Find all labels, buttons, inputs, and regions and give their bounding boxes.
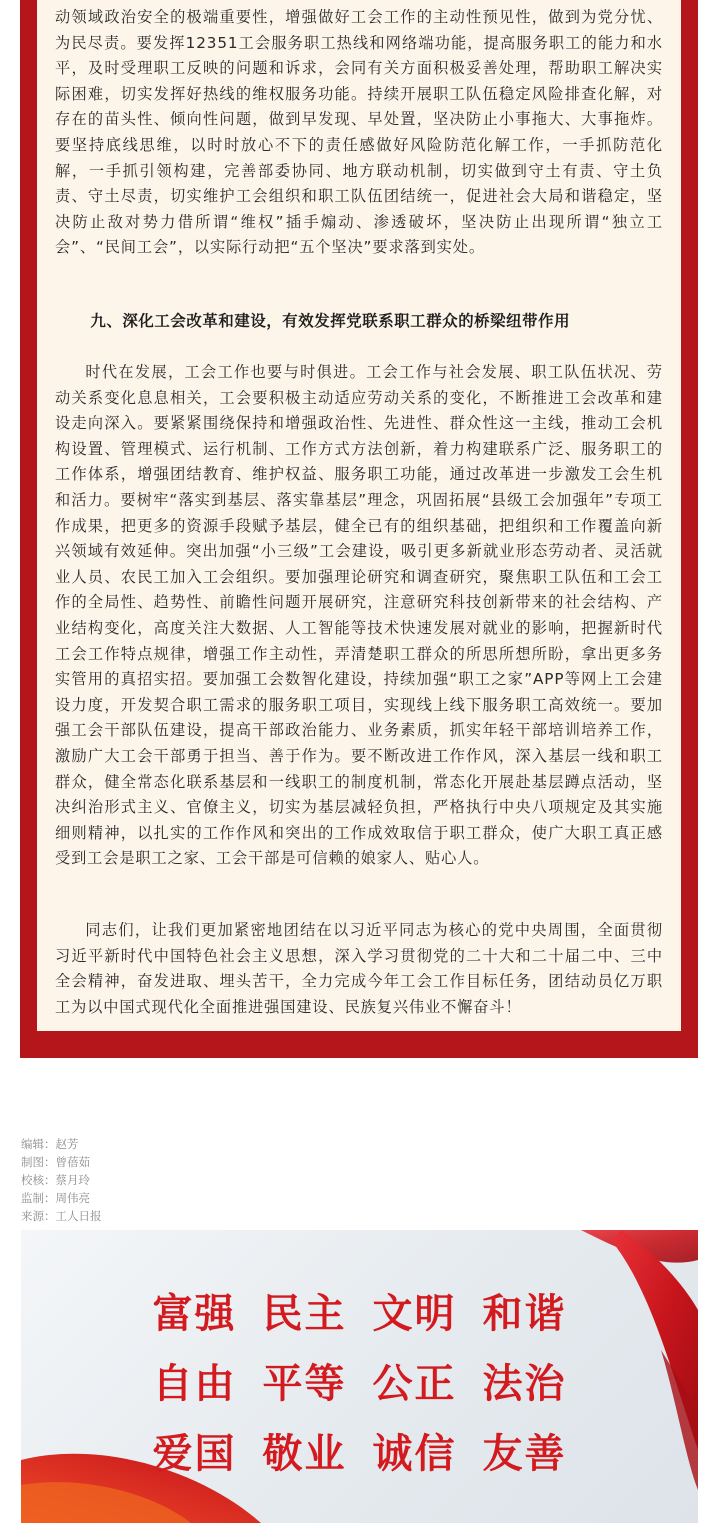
value-term: 文明: [372, 1290, 457, 1337]
value-term: 自由: [152, 1360, 237, 1407]
value-term: 友善: [482, 1430, 567, 1477]
credit-graphics: 制图：曾蓓茹: [21, 1155, 90, 1169]
value-term: 和谐: [482, 1290, 567, 1337]
value-term: 公正: [372, 1360, 457, 1407]
paragraph-closing: 同志们，让我们更加紧密地团结在以习近平同志为核心的党中央周围，全面贯彻习近平新时代中国特色社会主义思想，深入学习贯彻党的二十大和二十届二中、三中全会精神，奋发进取、埋头苦干，全力完成今年工会工作目标任务，团结动员亿万职工为以中国式现代化全面推进强国建设、民族复兴伟业不懈奋斗！: [55, 921, 663, 1016]
credit-proofread: 校核：蔡月玲: [21, 1173, 90, 1187]
values-row-1: [21, 1282, 698, 1339]
credit-supervisor: 监制：周伟亮: [21, 1191, 90, 1205]
value-term: 敬业: [262, 1430, 347, 1477]
value-term: 富强: [152, 1290, 237, 1337]
value-term: 民主: [262, 1290, 347, 1337]
article-paper: [37, 0, 681, 1031]
value-term: 诚信: [372, 1430, 457, 1477]
value-term: 爱国: [152, 1430, 237, 1477]
credit-source: 来源：工人日报: [21, 1209, 102, 1223]
article-frame: [20, 0, 698, 1058]
section-nine-heading: 九、深化工会改革和建设，有效发挥党联系职工群众的桥梁纽带作用: [90, 312, 571, 330]
values-row-3: [21, 1422, 698, 1479]
paragraph-reform: 时代在发展，工会工作也要与时俱进。工会工作与社会发展、职工队伍状况、劳动关系变化息息相关，工会要积极主动适应劳动关系的变化，不断推进工会改革和建设走向深入。要紧紧围绕保持和增强政治性、先进性、群众性这一主线，推动工会机构设置、管理模式、运行机制、工作方式方法创新，着力构建联系广泛、服务职工的工作体系，增强团结教育、维护权益、服务职工功能，通过改革进一步激发工会生机和活力。要树牢“落实到基层、落实靠基层”理念，巩固拓展“县级工会加强年”专项工作成果，把更多的资源手段赋予基层，健全已有的组织基础，把组织和工作覆盖向新兴领域有效延伸。突出加强“小三级”工会建设，吸引更多新就业形态劳动者、灵活就业人员、农民工加入工会组织。要加强理论研究和调查研究，聚焦职工队伍和工会工作的全局性、趋势性、前瞻性问题开展研究，注意研究科技创新带来的社会结构、产业结构变化，高度关注大数据、人工智能等技术快速发展对就业的影响，把握新时代工会工作特点规律，增强工作主动性，弄清楚职工群众的所思所想所盼，拿出更多务实管用的真招实招。要加强工会数智化建设，持续加强“职工之家”APP等网上工会建设力度，开发契合职工需求的服务职工项目，实现线上线下服务职工高效统一。要加强工会干部队伍建设，提高干部政治能力、业务素质，抓实年轻干部培训培养工作，激励广大工会干部勇于担当、善于作为。要不断改进工作作风，深入基层一线和职工群众，健全常态化联系基层和一线职工的制度机制，常态化开展赴基层蹲点活动，坚决纠治形式主义、官僚主义，切实为基层减轻负担，严格执行中央八项规定及其实施细则精神，以扎实的工作作风和突出的工作成效取信于职工群众，使广大职工真正感受到工会是职工之家、工会干部是可信赖的娘家人、贴心人。: [55, 363, 663, 868]
core-values-banner: [21, 1230, 698, 1523]
value-term: 平等: [262, 1360, 347, 1407]
credits-block: [21, 1135, 102, 1225]
values-row-2: [21, 1352, 698, 1409]
paragraph-intro: 动领域政治安全的极端重要性，增强做好工会工作的主动性预见性，做到为党分忧、为民尽责。要发挥12351工会服务职工热线和网络端功能，提高服务职工的能力和水平，及时受理职工反映的问题和诉求，会同有关方面积极妥善处理，帮助职工解决实际困难，切实发挥好热线的维权服务功能。持续开展职工队伍稳定风险排查化解，对存在的苗头性、倾向性问题，做到早发现、早处置，坚决防止小事拖大、大事拖炸。要坚持底线思维，以时时放心不下的责任感做好风险防范化解工作，一手抓防范化解，一手抓引领构建，完善部委协同、地方联动机制，切实做到守土有责、守土负责、守土尽责，切实维护工会组织和职工队伍团结统一，促进社会大局和谐稳定，坚决防止敌对势力借所谓“维权”插手煽动、渗透破坏，坚决防止出现所谓“独立工会”、“民间工会”，以实际行动把“五个坚决”要求落到实处。: [55, 8, 663, 257]
value-term: 法治: [482, 1360, 567, 1407]
credit-editor: 编辑：赵芳: [21, 1137, 79, 1151]
